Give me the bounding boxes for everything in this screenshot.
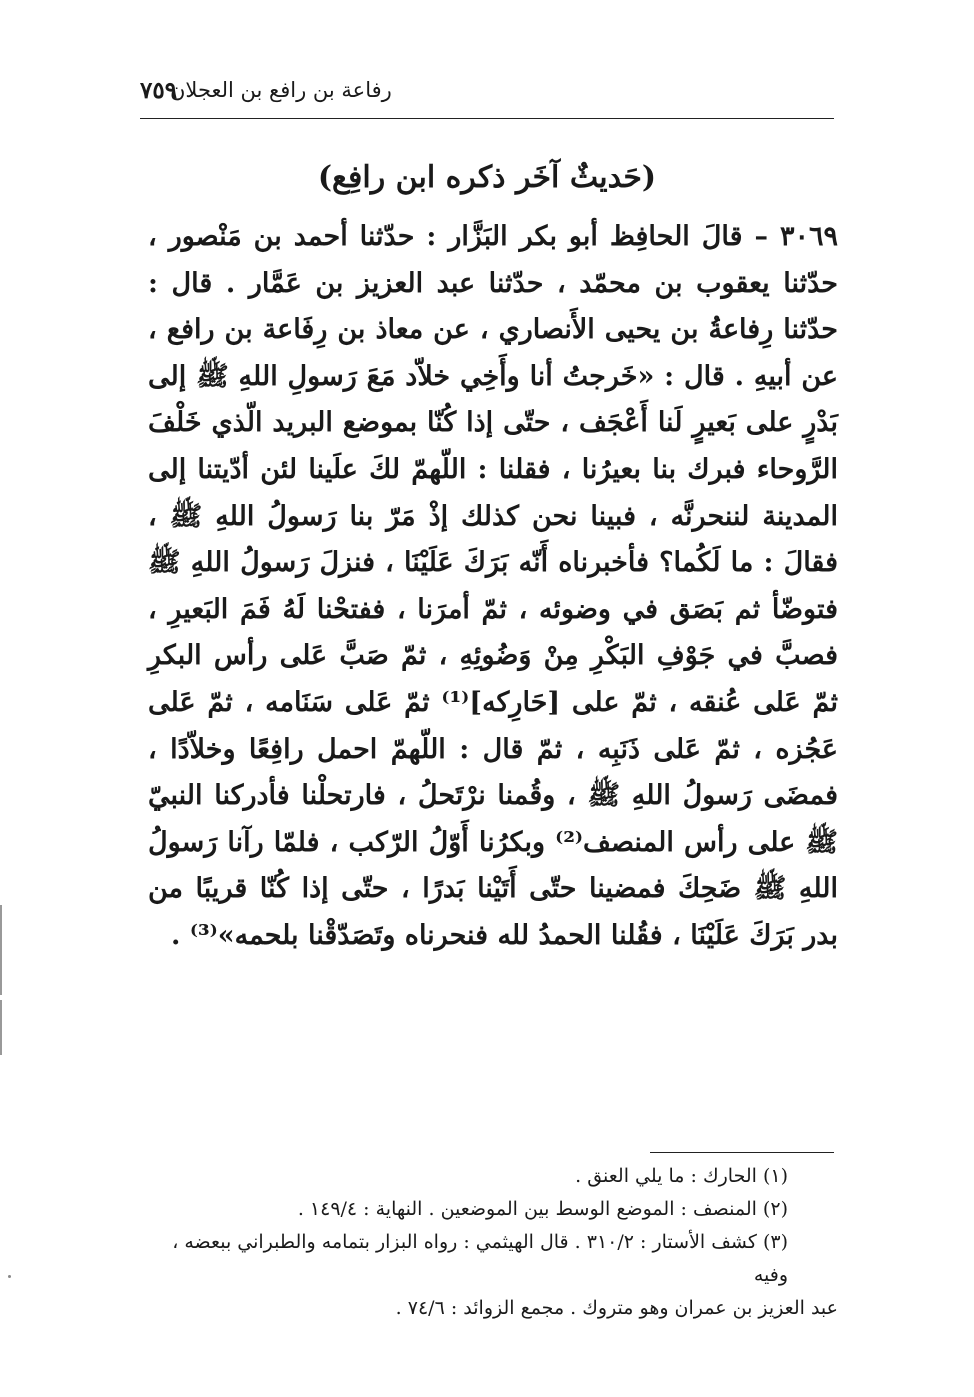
running-head: [140, 70, 834, 110]
footnote-1: (١) الحارك : ما يلي العنق .: [575, 1165, 788, 1187]
footnote-3: (٣) كشف الأستار : ٣١٠/٢ . قال الهيثمي : رواه البزار بتمامه والطبراني ببعضه ، وفيه: [172, 1231, 788, 1286]
footnotes: [148, 1160, 838, 1325]
section-heading: (حَديثٌ آخَر ذكره ابن رافِع): [317, 160, 657, 195]
footnote-rule: [650, 1152, 834, 1153]
scan-speck: [8, 1275, 11, 1278]
hadith-text-block: [148, 214, 838, 960]
running-head-title: رفاعة بن رافع بن العجلان: [170, 78, 392, 102]
page-number: ٧٥٩: [140, 76, 178, 104]
header-rule: [140, 118, 834, 119]
footnote-2: (٢) المنصف : الموضع الوسط بين الموضعين . النهاية : ١٤٩/٤ .: [297, 1198, 788, 1220]
scan-margin-mark: [0, 1000, 2, 1055]
scan-margin-mark: [0, 905, 2, 995]
footnote-3-continuation: عبد العزيز بن عمران وهو متروك . مجمع الزوائد : ٧٤/٦ .: [395, 1297, 838, 1319]
hadith-text: – قالَ الحافِظ أبو بكر البَزَّار : حدّثنا أحمد بن مَنْصور ، حدّثنا يعقوب بن محمّد ، حدّثنا عبد العزيز بن عَمَّار . قال : حدّثنا رِفاعةُ بن يحيى الأَنصاري ، عن معاذ بن رِفَاعة بن رافع ، عن أبيهِ . قال : «خَرجتُ أنا وأَخِي خلاّد مَعَ رَسولِ اللهِ ﷺ إلى بَدْرٍ على بَعيرٍ لَنا أَعْجَف ، حتّى إذا كُنّا بموضع البريد الّذي خَلْفَ الرَّوحاء فبرك بنا بعيرُنا ، فقلنا : اللّهمّ لكَ علَينا لئن أدّيتنا إلى المدينة لننحرنَّه ، فبينا نحن كذلك إذْ مَرّ بنا رَسولُ اللهِ ﷺ ، فقالَ : ما لَكُما؟ فأخبرناه أَنّه بَرَكَ عَلَيْنَا ، فنزلَ رَسولُ اللهِ ﷺ فتوضّأ ثم بَصَق في وضوئه ، ثمّ أمرَنا ، ففتحْنا لَهُ فَمَ البَعيرِ ، فصبَّ في جَوْفِ البَكْرِ مِنْ وَضُوئِهِ ، ثمّ صَبَّ عَلى رأس البكرِ ثمّ عَلى عُنقه ، ثمّ على [حَارِكه]⁽¹⁾ ثمّ عَلى سَنَامه ، ثمّ عَلى عَجُزه ، ثمّ عَلى ذَنَبِه ، ثمّ قال : اللّهمّ احمل رافِعًا وخلاّدًا ، فمضَى رَسولُ اللهِ ﷺ ، وقُمنا نرْتَحلُ ، فارتحلْنا فأدركنا النبيّ ﷺ على رأس المنصف⁽²⁾ وبكرُنا أَوّلُ الرّكب ، فلمّا رآنا رَسولُ اللهِ ﷺ ضَحِكَ فمضينا حتّى أَتَيْنا بَدرًا ، حتّى إذا كُنّا قريبًا من بدر بَرَكَ عَلَيْنَا ، فقُلنا الحمدُ لله فنحرناه وتَصَدّقْنا بلحمه»⁽³⁾ .: [148, 221, 838, 951]
hadith-number: ٣٠٦٩: [779, 221, 838, 252]
